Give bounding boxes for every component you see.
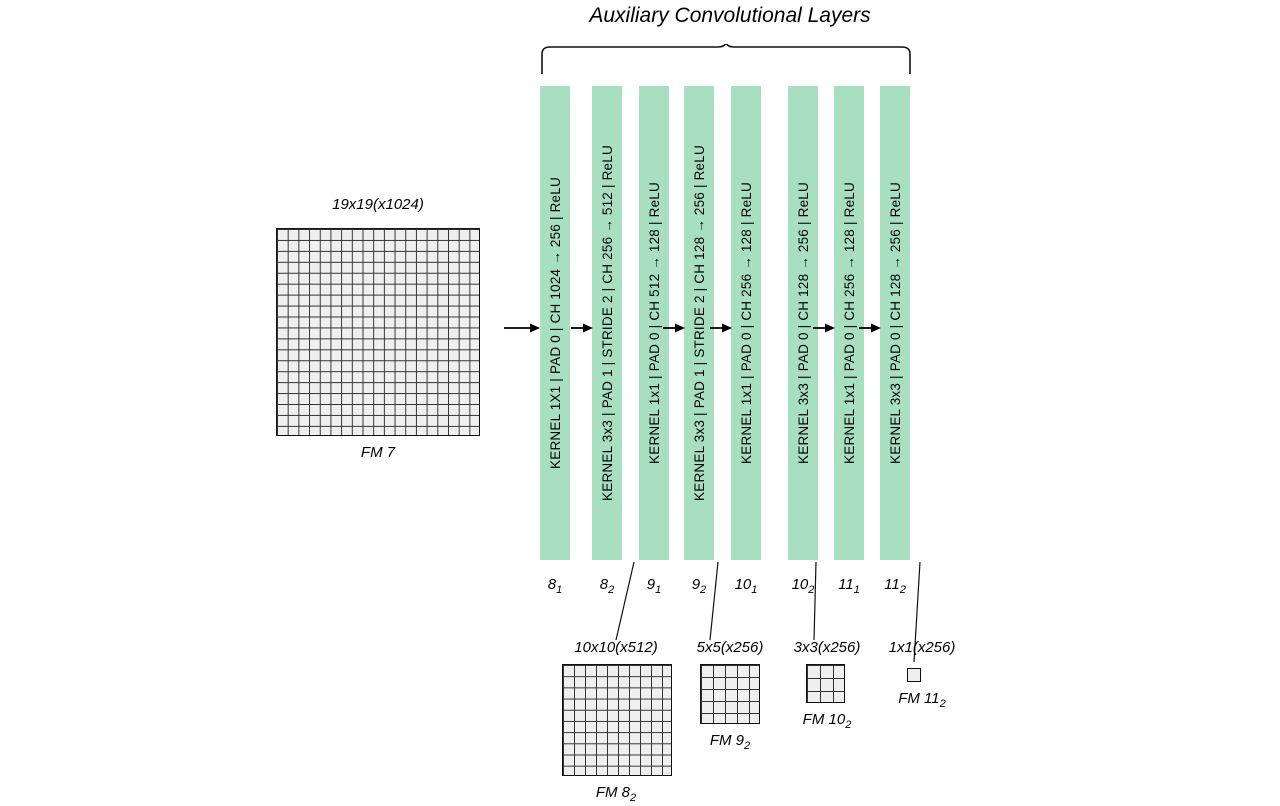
conv-layer-9-2-text: KERNEL 3x3 | PAD 1 | STRIDE 2 | CH 128 → 256 | ReLU — [691, 145, 707, 501]
conv-layer-11-2-text: KERNEL 3x3 | PAD 0 | CH 128 → 256 | ReLU — [887, 182, 903, 464]
arrow-8-1-to-8-2 — [571, 322, 593, 334]
output-feature-map-8-2 — [562, 664, 672, 776]
output-10-2-caption — [785, 711, 869, 731]
conv-layer-8-1-index-sub: 1 — [556, 584, 563, 596]
output-10-2-size-label: 3x3(x256) — [793, 639, 861, 656]
conv-layer-8-1-text: KERNEL 1X1 | PAD 0 | CH 1024 → 256 | ReLU — [547, 177, 563, 469]
conv-layer-9-2-index-main: 9 — [691, 576, 701, 593]
output-8-2-size-label: 10x10(x512) — [574, 639, 658, 656]
input-feature-map — [276, 228, 480, 436]
input-size-label: 19x19(x1024) — [332, 196, 424, 213]
output-feature-map-9-2 — [700, 664, 760, 724]
input-caption: FM 7 — [360, 444, 396, 461]
conv-layer-10-1-text: KERNEL 1x1 | PAD 0 | CH 256 → 128 | ReLU — [738, 182, 754, 464]
arrow-input — [504, 322, 540, 334]
conv-layer-8-2-text: KERNEL 3x3 | PAD 1 | STRIDE 2 | CH 256 → 512 | ReLU — [599, 145, 615, 501]
output-9-2-size-label: 5x5(x256) — [696, 639, 764, 656]
output-11-2-caption-main: FM 11 — [898, 690, 940, 707]
conv-layer-11-2-index-main: 11 — [884, 576, 900, 593]
arrow-8-2-to-9-1 — [663, 322, 685, 334]
conv-layer-8-2-index-main: 8 — [599, 576, 609, 593]
conv-layer-10-2-index-sub: 2 — [808, 584, 815, 596]
conv-layer-9-1-index-main: 9 — [646, 576, 656, 593]
output-8-2-caption-sub: 2 — [630, 792, 637, 804]
conv-layer-11-2[interactable] — [880, 86, 910, 560]
arrow-9-2-to-10-1 — [710, 322, 732, 334]
output-8-2-caption-main: FM 8 — [595, 784, 631, 801]
conv-layer-8-2-index-sub: 2 — [608, 584, 615, 596]
conv-layer-10-1-index-sub: 1 — [751, 584, 758, 596]
output-11-2-caption-sub: 2 — [939, 698, 946, 710]
conv-layer-8-1-index — [535, 576, 575, 596]
output-9-2-caption — [688, 732, 772, 752]
leader-line-10-2 — [800, 562, 832, 644]
conv-layer-8-1[interactable] — [540, 86, 570, 560]
output-8-2-caption — [560, 784, 672, 804]
output-11-2-caption — [880, 690, 964, 710]
conv-layer-9-1-text: KERNEL 1x1 | PAD 0 | CH 512 → 128 | ReLU — [646, 182, 662, 464]
conv-layer-10-1-index-main: 10 — [734, 576, 752, 593]
conv-layer-10-2-text: KERNEL 3x3 | PAD 0 | CH 128 → 256 | ReLU — [795, 182, 811, 464]
conv-layer-10-2-index-main: 10 — [791, 576, 809, 593]
arrow-10-2-to-11-1 — [813, 322, 835, 334]
output-9-2-caption-sub: 2 — [744, 740, 751, 752]
output-feature-map-11-2 — [907, 668, 921, 682]
conv-layer-9-1-index-sub: 1 — [655, 584, 662, 596]
leader-line-8-2 — [610, 562, 642, 644]
conv-layer-10-1-index — [726, 576, 766, 596]
conv-layer-8-1-index-main: 8 — [547, 576, 557, 593]
conv-layer-9-2-index-sub: 2 — [700, 584, 707, 596]
leader-line-9-2 — [700, 562, 732, 644]
conv-layer-11-2-index-sub: 2 — [899, 584, 906, 596]
arrow-11-1-to-11-2 — [859, 322, 881, 334]
conv-layer-11-1-index-sub: 1 — [853, 584, 860, 596]
conv-layer-11-1-text: KERNEL 1x1 | PAD 0 | CH 256 → 128 | ReLU — [841, 182, 857, 464]
conv-layer-11-1-index-main: 11 — [838, 576, 854, 593]
conv-layer-8-2[interactable] — [592, 86, 622, 560]
output-feature-map-10-2 — [806, 664, 845, 703]
output-11-2-size-label: 1x1(x256) — [888, 639, 956, 656]
diagram-title: Auxiliary Convolutional Layers — [589, 4, 871, 27]
conv-layer-10-1[interactable] — [731, 86, 761, 560]
output-9-2-caption-main: FM 9 — [709, 732, 745, 749]
brace-bracket — [540, 44, 912, 76]
conv-layer-11-1-index — [829, 576, 869, 596]
output-10-2-caption-main: FM 10 — [802, 711, 846, 728]
output-10-2-caption-sub: 2 — [845, 719, 852, 731]
